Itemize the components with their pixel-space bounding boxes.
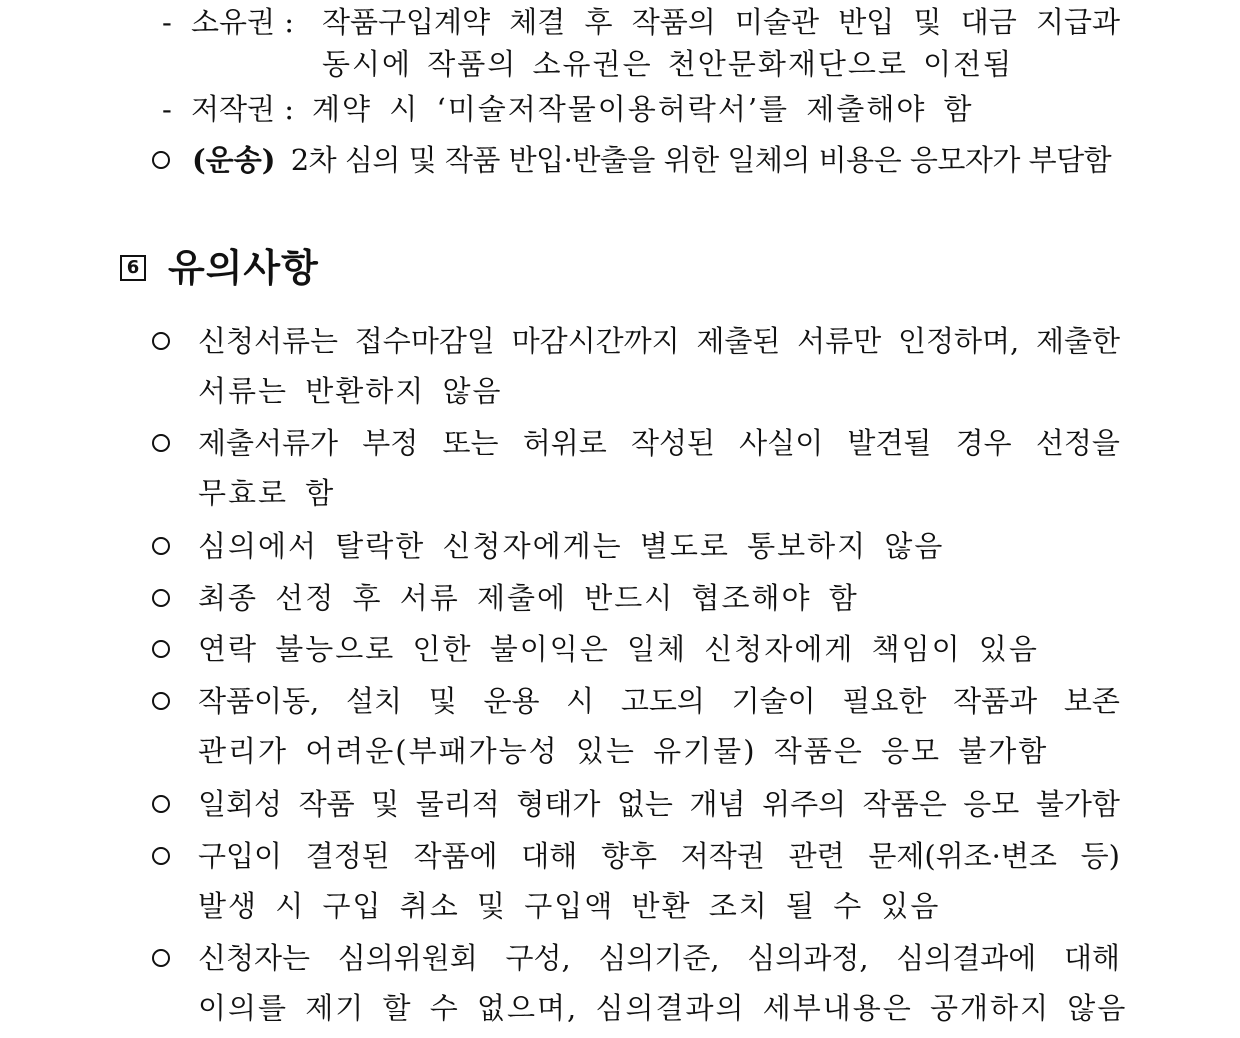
note-line-2: 이의를 제기 할 수 없으며, 심의결과의 세부내용은 공개하지 않음 <box>198 991 1128 1025</box>
word: 일회성 <box>198 787 283 821</box>
word: 작품 <box>298 787 355 821</box>
word: 대해 <box>521 839 578 873</box>
copyright-text: 계약 시 ‘미술저작물이용허락서’를 제출해야 함 <box>312 92 974 126</box>
word: 저작권 <box>680 839 765 873</box>
word: 등) <box>1080 839 1120 873</box>
word: 미술관 <box>735 5 820 39</box>
word: 구성, <box>505 941 571 975</box>
bullet-icon <box>152 434 170 452</box>
bullet-icon <box>152 589 170 607</box>
word: 구입이 <box>198 839 283 873</box>
bullet-icon <box>152 640 170 658</box>
word: 허위로 <box>522 426 607 460</box>
note-line-1 <box>198 323 1120 359</box>
word: 작품이동, <box>198 684 320 718</box>
bullet-icon <box>152 847 170 865</box>
note-line-1: 심의에서 탈락한 신청자에게는 별도로 통보하지 않음 <box>198 529 945 563</box>
word: 발견될 <box>847 426 932 460</box>
ownership-dash: - <box>162 5 172 39</box>
word: 대해 <box>1063 941 1120 975</box>
ownership-line-2: 동시에 작품의 소유권은 천안문화재단으로 이전됨 <box>322 47 1014 81</box>
word: 시 <box>566 684 595 718</box>
word: 작품은 <box>862 787 947 821</box>
word: 보존 <box>1063 684 1120 718</box>
word: 선정을 <box>1035 426 1120 460</box>
bullet-icon <box>152 949 170 967</box>
word: 불가함 <box>1035 787 1120 821</box>
bullet-icon <box>152 692 170 710</box>
word: 물리적 <box>415 787 500 821</box>
bullet-icon <box>152 151 170 169</box>
word: 형태가 <box>516 787 601 821</box>
note-line-1 <box>198 425 1120 461</box>
word: 심의결과에 <box>896 941 1037 975</box>
word: 신청자는 <box>198 941 311 975</box>
transport-text: 2차 심의 및 작품 반입·반출을 위한 일체의 비용은 응모자가 부담함 <box>290 143 1112 177</box>
word: 운용 <box>483 684 540 718</box>
word: 지급과 <box>1035 5 1120 39</box>
word: 심의위원회 <box>337 941 478 975</box>
note-line-2: 발생 시 구입 취소 및 구입액 반환 조치 될 수 있음 <box>198 889 941 923</box>
word: 향후 <box>601 839 658 873</box>
note-line-2: 무효로 함 <box>198 476 336 510</box>
word: 없는 <box>616 787 673 821</box>
word: 또는 <box>442 426 499 460</box>
word: 경우 <box>955 426 1012 460</box>
word: 심의기준, <box>598 941 720 975</box>
note-line-1: 연락 불능으로 인한 불이익은 일체 신청자에게 책임이 있음 <box>198 632 1039 666</box>
word: 심의과정, <box>747 941 869 975</box>
word: 접수마감일 <box>354 324 495 358</box>
copyright-label-text: 저작권 : <box>191 92 295 126</box>
note-line-1 <box>198 940 1120 976</box>
bullet-icon <box>152 795 170 813</box>
section-number-box: 6 <box>120 255 146 281</box>
section-heading <box>120 244 319 292</box>
note-line-1 <box>198 838 1120 874</box>
note-line-2: 서류는 반환하지 않음 <box>198 374 503 408</box>
word: 후 <box>584 5 613 39</box>
word: 개념 <box>689 787 746 821</box>
note-line-1 <box>198 786 1120 822</box>
copyright-dash: - <box>162 92 172 126</box>
note-line-2: 관리가 어려운(부패가능성 있는 유기물) 작품은 응모 불가함 <box>198 734 1049 768</box>
word: 제출서류가 <box>198 426 339 460</box>
word: 서류만 <box>797 324 882 358</box>
section-title: 유의사항 <box>168 246 319 290</box>
word: 설치 <box>345 684 403 718</box>
word: 대금 <box>960 5 1017 39</box>
word: 고도의 <box>620 684 705 718</box>
word: 작성된 <box>630 426 715 460</box>
word: 및 <box>371 787 400 821</box>
copyright-label <box>162 91 294 127</box>
word: 응모 <box>963 787 1020 821</box>
word: 작품구입계약 <box>322 5 491 39</box>
ownership-label-text: 소유권 : <box>191 5 295 39</box>
word: 인정하며, <box>897 324 1020 358</box>
word: 기술이 <box>731 684 816 718</box>
transport-tag: (운송) <box>192 143 276 177</box>
word: 및 <box>428 684 457 718</box>
word: 마감시간까지 <box>511 324 680 358</box>
bullet-icon <box>152 332 170 350</box>
word: 반입 <box>838 5 895 39</box>
word: 필요한 <box>842 684 927 718</box>
ownership-line-1 <box>322 4 1120 40</box>
word: 관련 <box>788 839 845 873</box>
word: 사실이 <box>739 426 824 460</box>
bullet-icon <box>152 537 170 555</box>
word: 문제(위조·변조 <box>868 839 1057 873</box>
transport-line <box>192 142 1111 178</box>
word: 및 <box>913 5 942 39</box>
word: 부정 <box>362 426 419 460</box>
ownership-label <box>162 4 294 40</box>
note-line-1: 최종 선정 후 서류 제출에 반드시 협조해야 함 <box>198 581 859 615</box>
word: 체결 <box>509 5 566 39</box>
word: 작품의 <box>631 5 716 39</box>
word: 제출한 <box>1035 324 1120 358</box>
word: 위주의 <box>762 787 847 821</box>
word: 작품에 <box>413 839 498 873</box>
note-line-1 <box>198 683 1120 719</box>
word: 결정된 <box>305 839 390 873</box>
word: 작품과 <box>953 684 1038 718</box>
word: 신청서류는 <box>198 324 339 358</box>
word: 제출된 <box>696 324 781 358</box>
